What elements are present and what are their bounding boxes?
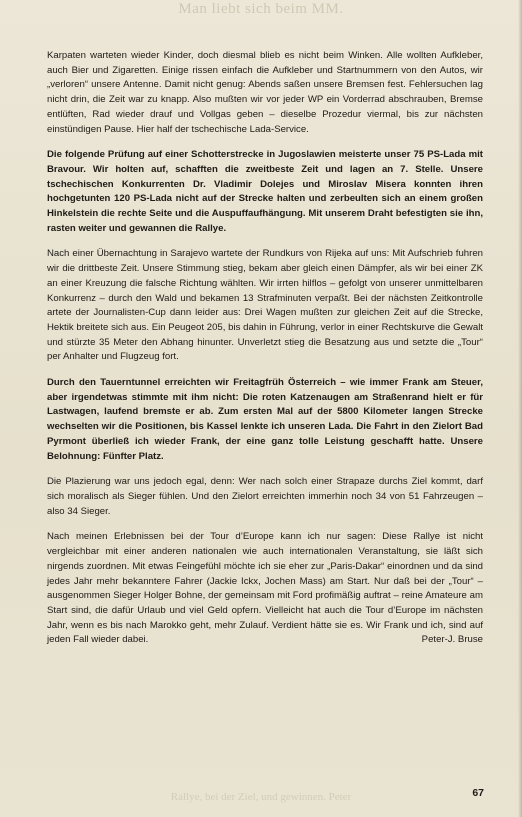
author-signature: Peter-J. Bruse xyxy=(421,634,483,646)
paragraph-3: Nach einer Übernachtung in Sarajevo wartete der Rundkurs von Rijeka auf uns: Mit Aufschrieb fuhren wir die drittbeste Zeit. Unsere Stimmung stieg, bekam aber gleich einen Dämpfer, als wir bei einer ZK an einer Kreuzung die falsche Richtung wählten. Wir irrten hilflos – gefolgt von unserer unmittelbaren Konkurrenz – durch den Wald und bekamen 13 Strafminuten verpaßt. Bei der nächsten Zeitkontrolle artete der Journalisten-Cup dann leider aus: Drei Wagen mußten zur gleichen Zeit auf die Strecke, Hektik breitete sich aus. Ein Peugeot 205, bis dahin in Führung, verlor in einer Rechtskurve die Gewalt und stürzte 35 Meter den Abhang hinunter. Unverletzt stieg die Besatzung aus und setzte die „Tour“ per Anhalter und Flugzeug fort. xyxy=(47,248,483,363)
show-through-footer: Rallye, bei der Ziel, und gewinnen. Peter xyxy=(170,791,352,803)
paragraph-1: Karpaten warteten wieder Kinder, doch diesmal blieb es nicht beim Winken. Alle wollten Aufkleber, auch Bier und Zigaretten. Einige rissen einfach die Aufkleber und Startnummern von den Autos, wir „verloren“ unsere Antenne. Damit nicht genug: Abends saßen unsere Bremsen fest. Fehlersuchen lag nicht drin, die Zeit war zu knapp. Also mußten wir vor jeder WP ein Vorderrad abschrauben, Bremse entlüften, Rad wieder drauf und Vollgas geben – dieselbe Prozedur viermal, bis zur nächsten einstündigen Pause. Hier half der tschechische Lada-Service. xyxy=(47,50,483,135)
paragraph-5: Die Plazierung war uns jedoch egal, denn: Wer nach solch einer Strapaze durchs Ziel kommt, darf sich moralisch als Sieger fühlen. Und den Zielort erreichten immerhin noch 34 von 51 Fahrzeugen – also 34 Sieger. xyxy=(47,476,483,517)
page-number: 67 xyxy=(472,787,484,799)
show-through-header: Man liebt sich beim MM. xyxy=(178,1,344,17)
paragraph-6-text: Nach meinen Erlebnissen bei der Tour d’Europe kann ich nur sagen: Diese Rallye ist nicht vergleichbar mit einer anderen nationalen wie auch internationalen Veranstaltung, sie läßt sich nirgends zuordnen. Mit etwas Feingefühl möchte ich sie eher zur „Paris-Dakar“ einordnen und da sind jedes Jahr mehr bekanntere Fahrer (Jackie Ickx, Jochen Mass) am Start. Nur daß bei der „Tour“ – ausgenommen Sieger Holger Bohne, der gemeinsam mit Ford profimäßig auftrat – reine Amateure am Start sind, die dafür Urlaub und viel Geld opfern. Vielleicht hat auch die Tour d’Europe im nächsten Jahr, wenn es bis nach Marokko geht, mehr Zulauf. Verdient hätte sie es. Wir Frank und ich, sind auf jeden Fall wieder dabei. xyxy=(47,531,483,646)
text-column xyxy=(47,49,483,659)
page-spine-shadow xyxy=(518,0,522,817)
paragraph-6 xyxy=(47,530,483,648)
paragraph-2-bold: Die folgende Prüfung auf einer Schotterstrecke in Jugoslawien meisterte unser 75 PS-Lada mit Bravour. Wir holten auf, schafften die zweitbeste Zeit und lagen an 7. Stelle. Unsere tschechischen Konkurrenten Dr. Vladimir Dolejes und Miroslav Misera konnten ihren hochgetunten 120 PS-Lada nicht auf der Strecke halten und zerbeulten sich an einem großen Hinkelstein die rechte Seite und die Auspuffaufhängung. Mit unserem Draht befestigten sie ihn, rasten weiter und gewannen die Rallye. xyxy=(47,149,483,234)
paragraph-4-bold: Durch den Tauerntunnel erreichten wir Freitagfrüh Österreich – wie immer Frank am Steuer, aber irgendetwas stimmte mit ihm nicht: Die roten Katzenaugen am Straßenrand hielt er für Lastwagen, laufend bremste er ab. Zum ersten Mal auf der 5800 Kilometer langen Strecke wechselten wir die Positionen, bis Kassel lenkte ich unseren Lada. Die Fahrt in den Zielort Bad Pyrmont überließ ich wieder Frank, der eine ganz tolle Leistung geschafft hatte. Unsere Belohnung: Fünfter Platz. xyxy=(47,377,483,462)
